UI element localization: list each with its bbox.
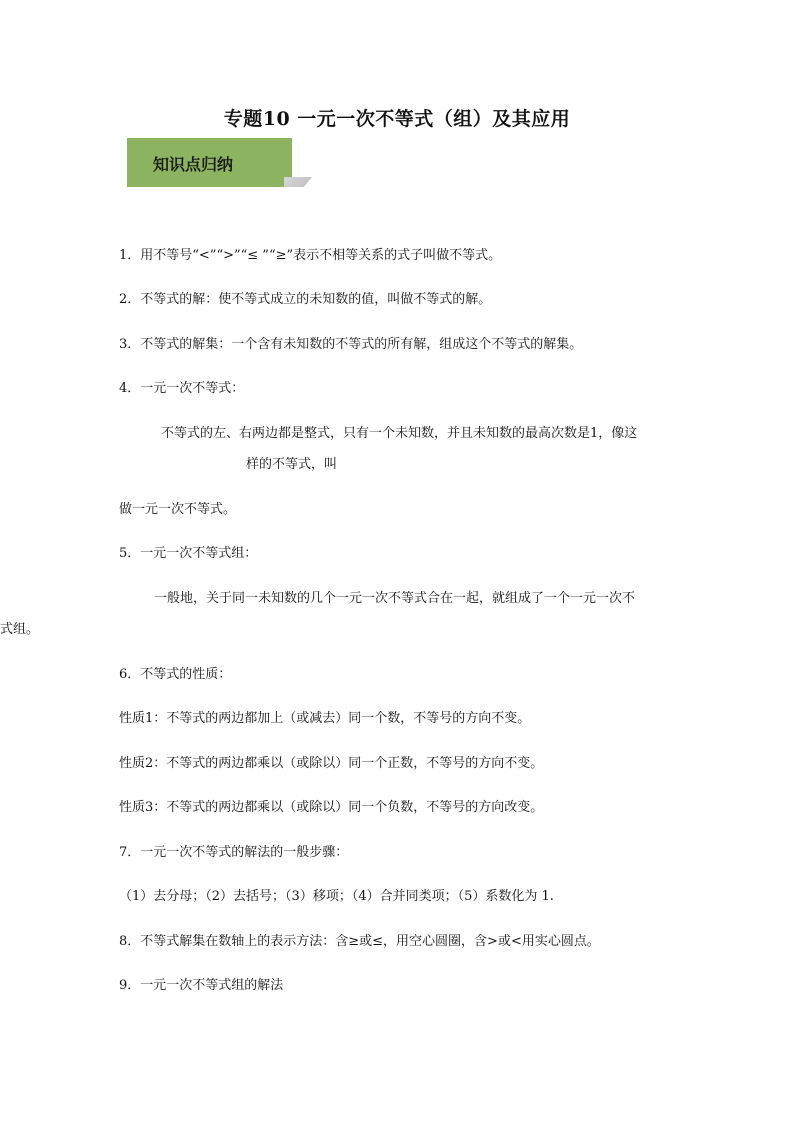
paragraph-4-body-line3: 做一元一次不等式。 — [119, 502, 237, 517]
paragraph-3: 3．不等式的解集：一个含有未知数的不等式的所有解，组成这个不等式的解集。 — [119, 337, 583, 352]
paragraph-9-heading: 9．一元一次不等式组的解法 — [119, 978, 284, 993]
paragraph-4-body-line1: 不等式的左、右两边都是整式，只有一个未知数，并且未知数的最高次数是1，像这 — [161, 426, 638, 441]
section-banner-shadow — [284, 177, 312, 187]
section-banner — [127, 138, 317, 190]
paragraph-6-heading: 6．不等式的性质： — [119, 667, 232, 682]
paragraph-5-body-line2: 式组。 — [0, 622, 40, 637]
property-3: 性质3：不等式的两边都乘以（或除以）同一个负数，不等号的方向改变。 — [119, 800, 544, 815]
paragraph-4-body-line2: 样的不等式，叫 — [246, 457, 338, 472]
property-1: 性质1：不等式的两边都加上（或减去）同一个数，不等号的方向不变。 — [119, 711, 531, 726]
paragraph-8: 8．不等式解集在数轴上的表示方法：含≥或≤，用空心圆圈，含>或<用实心圆点。 — [119, 934, 600, 949]
paragraph-7-heading: 7．一元一次不等式的解法的一般步骤： — [119, 845, 349, 860]
paragraph-4-heading: 4．一元一次不等式： — [119, 381, 245, 396]
section-banner-label: 知识点归纳 — [153, 155, 234, 174]
paragraph-1: 1．用不等号“<”“>”“≤ ”“≥”表示不相等关系的式子叫做不等式。 — [119, 248, 502, 263]
paragraph-5-body-line1: 一般地，关于同一未知数的几个一元一次不等式合在一起，就组成了一个一元一次不 — [154, 591, 636, 606]
property-2: 性质2：不等式的两边都乘以（或除以）同一个正数，不等号的方向不变。 — [119, 756, 544, 771]
paragraph-5-heading: 5．一元一次不等式组： — [119, 546, 258, 561]
paragraph-7-steps: （1）去分母；（2）去括号；（3）移项；（4）合并同类项；（5）系数化为 1. — [119, 889, 554, 904]
paragraph-2: 2．不等式的解：使不等式成立的未知数的值，叫做不等式的解。 — [119, 292, 492, 307]
document-title: 专题10 一元一次不等式（组）及其应用 — [223, 108, 571, 130]
